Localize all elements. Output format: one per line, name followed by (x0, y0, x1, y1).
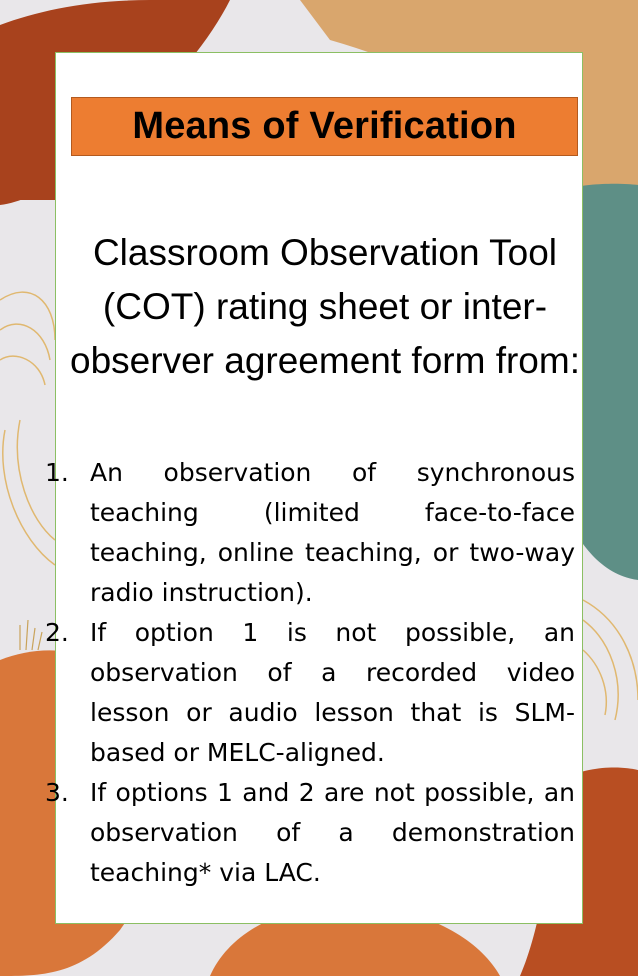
list-item-number: 2. (45, 618, 69, 647)
list-item (45, 773, 575, 893)
title-banner (71, 97, 578, 156)
list-item-text: If option 1 is not possible, an observation of a recorded video lesson or audio lesson that is SLM-based or MELC-aligned. (90, 618, 575, 767)
list-item-number: 1. (45, 458, 69, 487)
page-title: Means of Verification (132, 105, 517, 147)
rust-shape-left-edge (0, 40, 60, 200)
list-item (45, 453, 575, 613)
list-item (45, 613, 575, 773)
document-heading: Classroom Observation Tool (COT) rating sheet or inter-observer agreement form from: (70, 232, 580, 381)
list-item-number: 3. (45, 778, 69, 807)
list-item-text: If options 1 and 2 are not possible, an observation of a demonstration teaching* via LAC. (90, 778, 575, 887)
list-item-text: An observation of synchronous teaching (limited face-to-face teaching, online teaching, or two-way radio instruction). (90, 458, 575, 607)
verification-list (45, 453, 575, 893)
